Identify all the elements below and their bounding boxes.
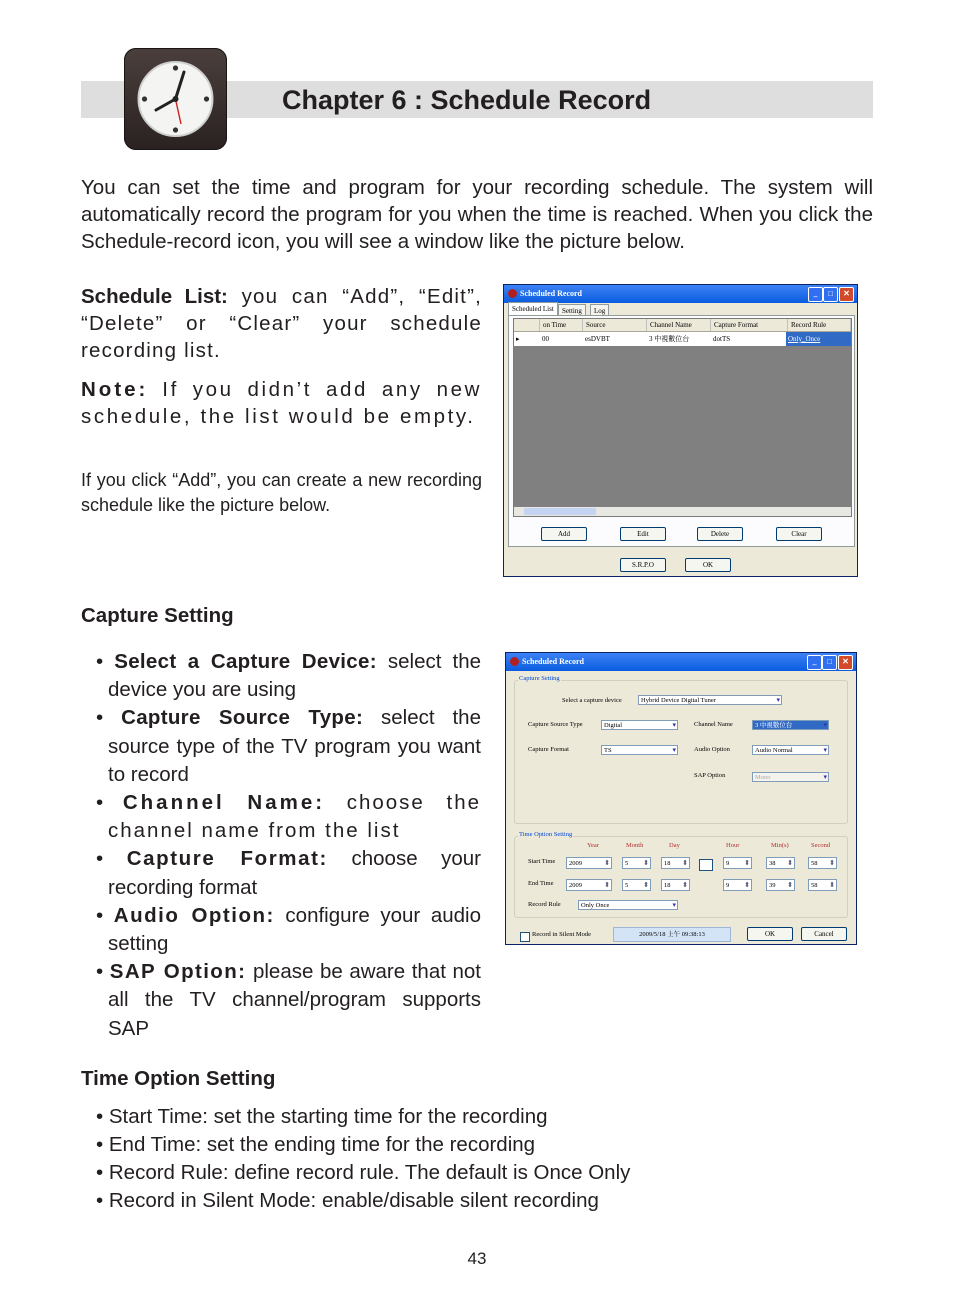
table-row[interactable]: ▸ 00 esDVBT 3 中視數位台 dotTS Only_Once	[514, 332, 851, 346]
scheduled-list-screenshot	[503, 284, 858, 577]
column-header[interactable]: Channel Name	[647, 319, 711, 331]
column-header[interactable]: on Time	[540, 319, 583, 331]
end-month-spinner[interactable]: 5 ⬍	[622, 879, 651, 891]
capture-bullets	[96, 648, 481, 1043]
ok-button[interactable]: OK	[747, 927, 793, 941]
start-minute-spinner[interactable]: 38 ⬍	[766, 857, 795, 869]
add-button[interactable]: Add	[541, 527, 587, 541]
capture-setting-screenshot: Scheduled Record _ □ ✕ Capture Setting Select a capture device Hybrid Device Digital Tuner ▾ Capture Source Type Digital ▾ Channel Name 3 中視數位台 ▾ Capture Format TS ▾ Audio Option Audio Normal ▾ SAP Option Mono ▾ Time Option Setting Year Month Day Hour Min(s) Second Start Time 2009 ⬍ 5 ⬍ 18 ⬍ 9 ⬍ 38 ⬍ 58 ⬍ End Time 2009 ⬍ 5 ⬍ 18 ⬍ 9 ⬍ 39 ⬍ 58 ⬍ Record Rule Only Once ▾ Record in Silent Mode 2009/5/18 上午 09:38:13 OK Cancel	[505, 652, 857, 945]
schedule-table	[513, 318, 852, 517]
time-option-group	[514, 836, 848, 918]
capture-format-select[interactable]: TS ▾	[601, 745, 678, 755]
list-item: • SAP Option: please be aware that not all the TV channel/program supports SAP	[96, 960, 482, 1040]
ok-button[interactable]: OK	[685, 558, 731, 572]
intro-paragraph: You can set the time and program for your recording schedule. The system will automatically record the program for you when the time is reached. When you click the Schedule-record icon, you will see a window like the picture below.	[81, 176, 873, 253]
start-hour-spinner[interactable]: 9 ⬍	[723, 857, 752, 869]
add-paragraph: If you click “Add”, you can create a new recording schedule like the picture below.	[81, 470, 482, 515]
cancel-button[interactable]: Cancel	[801, 927, 847, 941]
app-icon	[510, 657, 519, 666]
note-paragraph	[81, 376, 482, 430]
list-item: • Audio Option: configure your audio setting	[96, 903, 481, 956]
end-second-spinner[interactable]: 58 ⬍	[808, 879, 837, 891]
horizontal-scrollbar[interactable]	[514, 507, 851, 516]
tab-scheduled-list[interactable]: Scheduled List	[508, 302, 558, 316]
list-item: • Capture Source Type: select the source type of the TV program you want to record	[96, 706, 481, 786]
list-item: • Record in Silent Mode: enable/disable silent recording	[96, 1189, 599, 1212]
time-bullets	[96, 1103, 796, 1215]
list-item: • Record Rule: define record rule. The default is Once Only	[96, 1161, 631, 1184]
close-icon[interactable]: ✕	[838, 655, 853, 670]
minimize-icon[interactable]: _	[807, 655, 822, 670]
sap-option-select[interactable]: Mono ▾	[752, 772, 829, 782]
start-year-spinner[interactable]: 2009 ⬍	[566, 857, 612, 869]
note-text: If you didn’t add any new schedule, the list would be empty.	[81, 378, 482, 428]
list-item: • Channel Name: choose the channel name from the list	[96, 791, 482, 843]
time-option-heading: Time Option Setting	[81, 1067, 276, 1090]
channel-name-select[interactable]: 3 中視數位台 ▾	[752, 720, 829, 730]
note-label: Note:	[81, 378, 149, 401]
schedule-list-text: you can “Add”, “Edit”, “Delete” or “Clear” your schedule recording list.	[81, 285, 482, 362]
minimize-icon[interactable]: _	[808, 287, 823, 302]
maximize-icon[interactable]: □	[823, 287, 838, 302]
record-rule-select[interactable]: Only Once ▾	[578, 900, 678, 910]
clock-icon	[124, 48, 227, 150]
list-item: • End Time: set the ending time for the recording	[96, 1133, 536, 1156]
column-header[interactable]: Capture Format	[711, 319, 788, 331]
page-title: Chapter 6 : Schedule Record	[282, 85, 652, 115]
start-second-spinner[interactable]: 58 ⬍	[808, 857, 837, 869]
window-title: Scheduled Record	[520, 289, 582, 298]
capture-setting-heading: Capture Setting	[81, 604, 234, 627]
end-day-spinner[interactable]: 18 ⬍	[661, 879, 690, 891]
capture-device-select[interactable]: Hybrid Device Digital Tuner ▾	[638, 695, 782, 705]
list-item: • Select a Capture Device: select the device you are using	[96, 650, 481, 702]
window-title: Scheduled Record	[522, 657, 584, 666]
start-month-spinner[interactable]: 5 ⬍	[622, 857, 651, 869]
time-checkbox[interactable]	[699, 859, 713, 871]
list-item: • Start Time: set the starting time for the recording	[96, 1105, 548, 1128]
edit-button[interactable]: Edit	[620, 527, 666, 541]
audio-option-select[interactable]: Audio Normal ▾	[752, 745, 829, 755]
delete-button[interactable]: Delete	[697, 527, 743, 541]
source-type-select[interactable]: Digital ▾	[601, 720, 678, 730]
app-icon	[508, 289, 517, 298]
page-number: 43	[467, 1249, 487, 1268]
end-year-spinner[interactable]: 2009 ⬍	[566, 879, 612, 891]
clock-display: 2009/5/18 上午 09:38:13	[613, 927, 731, 942]
start-day-spinner[interactable]: 18 ⬍	[661, 857, 690, 869]
column-header[interactable]: Record Rule	[788, 319, 851, 331]
column-header[interactable]: Source	[583, 319, 647, 331]
tab-setting[interactable]: Setting	[558, 304, 586, 318]
maximize-icon[interactable]: □	[822, 655, 837, 670]
schedule-list-paragraph	[81, 283, 482, 364]
srpo-button[interactable]: S.R.P.O	[620, 558, 666, 572]
tab-log[interactable]: Log	[590, 304, 609, 318]
end-minute-spinner[interactable]: 39 ⬍	[766, 879, 795, 891]
end-hour-spinner[interactable]: 9 ⬍	[723, 879, 752, 891]
close-icon[interactable]: ✕	[839, 287, 854, 302]
clear-button[interactable]: Clear	[776, 527, 822, 541]
silent-mode-checkbox[interactable]	[520, 932, 530, 942]
list-item: • Capture Format: choose your recording format	[96, 847, 481, 899]
schedule-list-label: Schedule List:	[81, 285, 228, 308]
